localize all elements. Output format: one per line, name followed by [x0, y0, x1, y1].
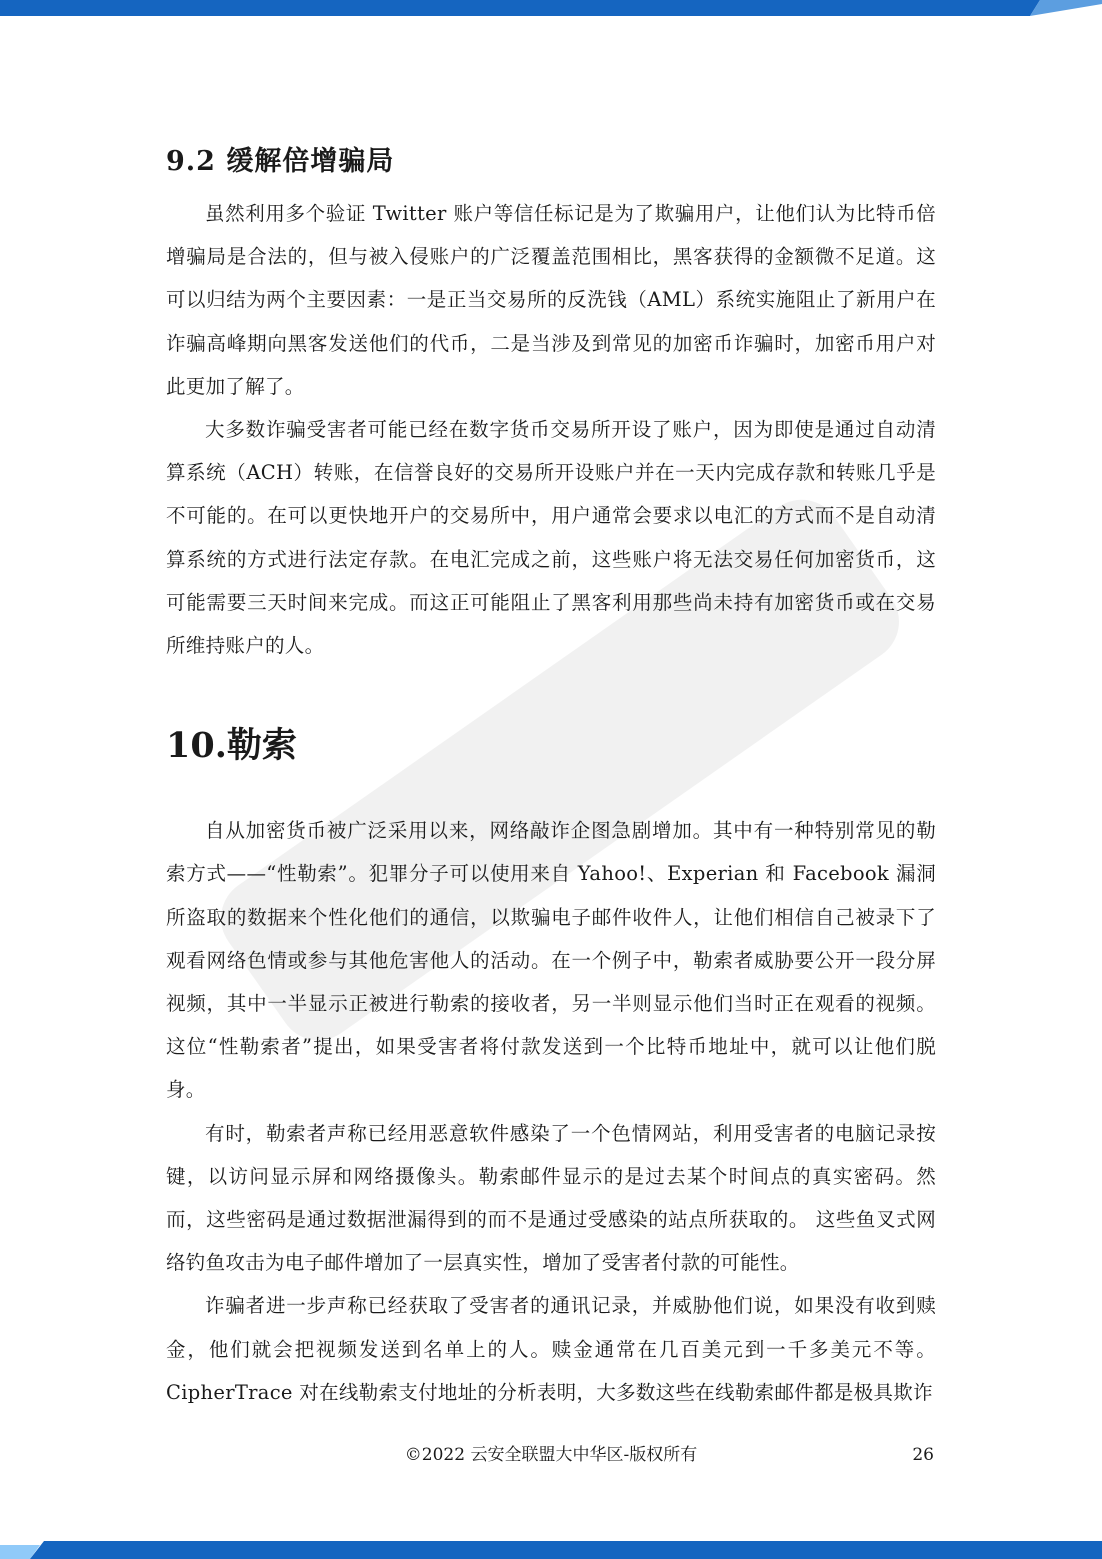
page-footer — [166, 1440, 936, 1470]
section-paragraph-2: 大多数诈骗受害者可能已经在数字货币交易所开设了账户，因为即使是通过自动清算系统（ACH）转账，在信誉良好的交易所开设账户并在一天内完成存款和转账几乎是不可能的。在可以更快地开户的交易所中，用户通常会要求以电汇的方式而不是自动清算系统的方式进行法定存款。在电汇完成之前，这些账户将无法交易任何加密货币，这可能需要三天时间来完成。而这正可能阻止了黑客利用那些尚未持有加密货币或在交易所维持账户的人。 — [166, 418, 936, 658]
chapter-paragraph-1: 自从加密货币被广泛采用以来，网络敲诈企图急剧增加。其中有一种特别常见的勒索方式——“性勒索”。犯罪分子可以使用来自 Yahoo!、Experian 和 Facebook 漏洞所盗取的数据来个性化他们的通信，以欺骗电子邮件收件人，让他们相信自己被录下了观看网络色情或参与其他危害他人的活动。在一个例子中，勒索者威胁要公开一段分屏视频，其中一半显示正被进行勒索的接收者，另一半则显示他们当时正在观看的视频。这位“性勒索者”提出，如果受害者将付款发送到一个比特币地址中，就可以让他们脱身。 — [166, 819, 936, 1102]
section-paragraph-1: 虽然利用多个验证 Twitter 账户等信任标记是为了欺骗用户，让他们认为比特币倍增骗局是合法的，但与被入侵账户的广泛覆盖范围相比，黑客获得的金额微不足道。这可以归结为两个主要因素：一是正当交易所的反洗钱（AML）系统实施阻止了新用户在诈骗高峰期向黑客发送他们的代币，二是当涉及到常见的加密币诈骗时，加密币用户对此更加了解了。 — [166, 202, 936, 398]
footer-copyright: ©2022 云安全联盟大中华区-版权所有 — [404, 1445, 698, 1465]
chapter-paragraph-2: 有时，勒索者声称已经用恶意软件感染了一个色情网站，利用受害者的电脑记录按键，以访问显示屏和网络摄像头。勒索邮件显示的是过去某个时间点的真实密码。然而，这些密码是通过数据泄漏得到的而不是通过受感染的站点所获取的。 这些鱼叉式网络钓鱼攻击为电子邮件增加了一层真实性，增加了受害者付款的可能性。 — [166, 1121, 936, 1275]
page-number: 26 — [912, 1445, 934, 1465]
footer-accent-bar — [0, 1537, 1102, 1559]
chapter-paragraph-3: 诈骗者进一步声称已经获取了受害者的通讯记录，并威胁他们说，如果没有收到赎金，他们就会把视频发送到名单上的人。赎金通常在几百美元到一千多美元不等。CipherTrace 对在线勒索支付地址的分析表明，大多数这些在线勒索邮件都是极具欺诈 — [166, 1294, 936, 1404]
chapter-heading: 10.勒索 — [166, 725, 297, 767]
section-heading: 9.2 缓解倍增骗局 — [166, 146, 395, 177]
page-content — [166, 140, 936, 1414]
header-accent-bar — [0, 0, 1102, 16]
